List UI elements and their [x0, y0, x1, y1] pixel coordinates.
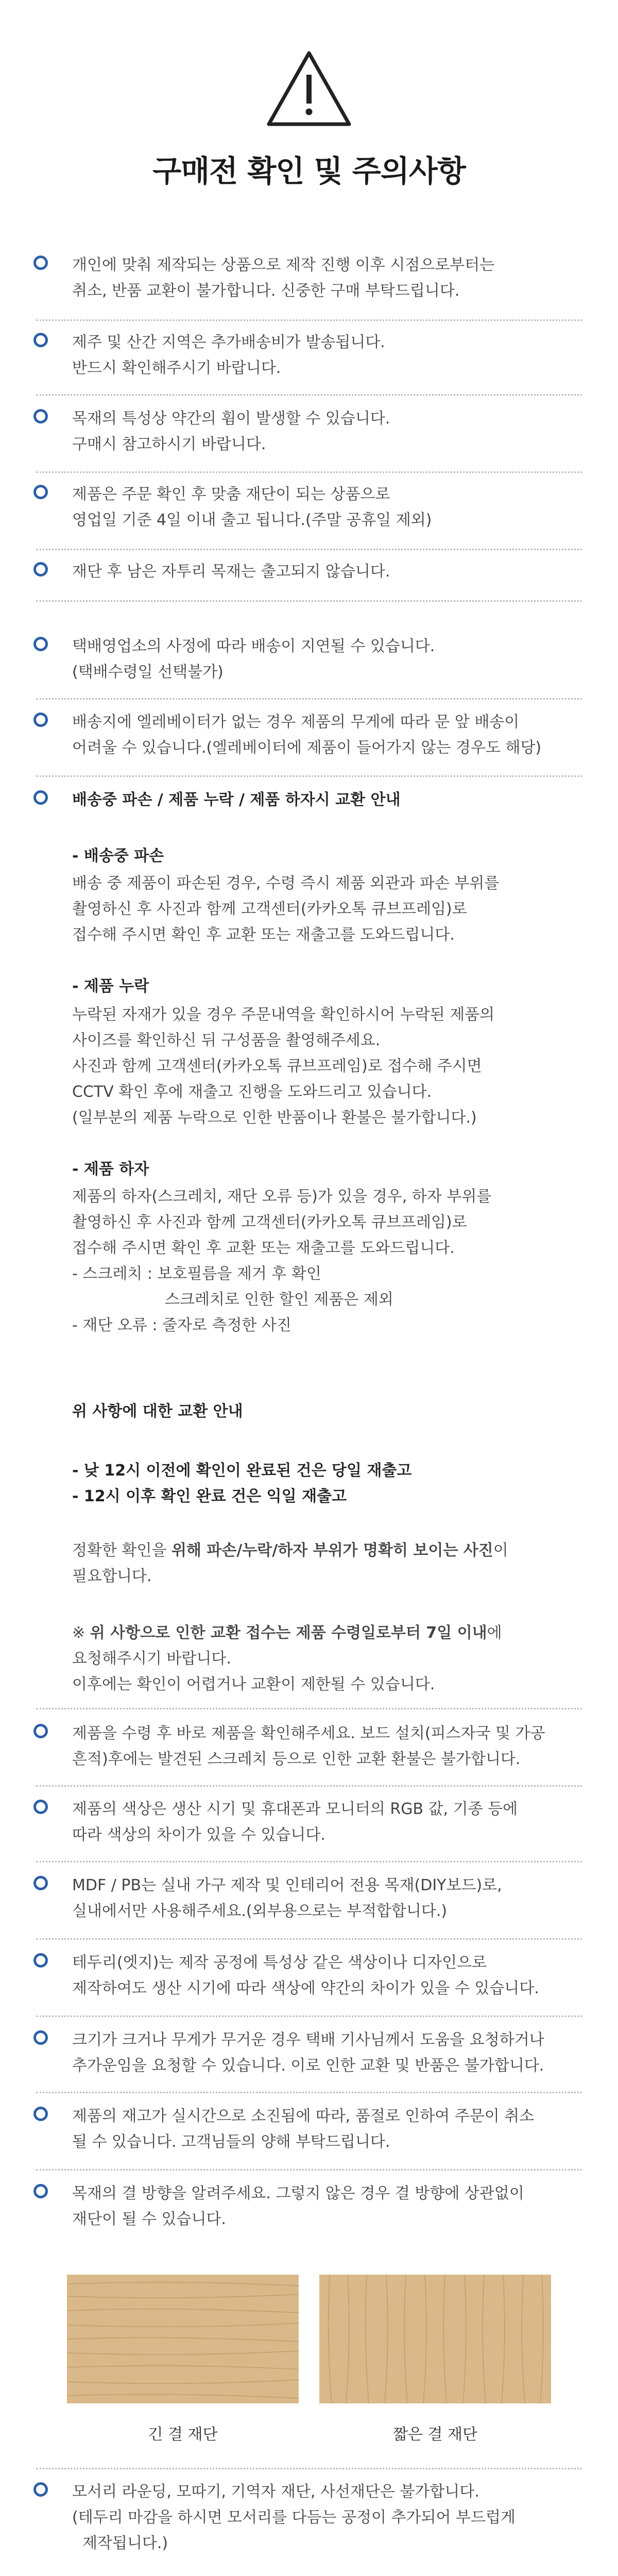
- divider: [36, 549, 582, 550]
- divider: [36, 394, 582, 396]
- divider: [36, 2092, 582, 2093]
- divider: [36, 698, 582, 700]
- subsection-text: 제품의 하자(스크레치, 재단 오류 등)가 있을 경우, 하자 부위를 촬영하신 후 사진과 함께 고객센터(카카오톡 큐브프레임)로 접수해 주시면 확인 후 교환 또는 재출고를 도와드립니다. - 스크레치 : 보호필름을 제거 후 확인 스크레치로 인한 할인 제품은 제외 - 재단 오류 : 줄자로 측정한 사진: [72, 1188, 492, 1334]
- notice-text: 반드시 확인해주시기 바랍니다.: [72, 359, 281, 377]
- notice-item-warp: [33, 406, 590, 457]
- notice-item-stock: 제품의 재고가 실시간으로 소진됨에 따라, 품절로 인하여 주문이 취소 될 수 있습니다. 고객님들의 양해 부탁드립니다.: [33, 2104, 590, 2155]
- notice-item-grain: 목재의 결 방향을 알려주세요. 그렇지 않은 경우 결 방향에 상관없이 재단이 될 수 있습니다.: [33, 2181, 590, 2232]
- bullet-circle-icon: [33, 409, 48, 423]
- bullet-circle-icon: [33, 333, 48, 347]
- bullet-circle-icon: [33, 2184, 48, 2198]
- bullet-circle-icon: [33, 2482, 48, 2497]
- notice-text: 구매시 참고하시기 바랍니다.: [72, 435, 266, 453]
- short-grain-swatch: [319, 2275, 551, 2403]
- divider: [36, 1708, 582, 1709]
- notice-text: 제품은 주문 확인 후 맞춤 재단이 되는 상품으로: [72, 485, 390, 503]
- divider: [36, 775, 582, 777]
- bullet-circle-icon: [33, 1724, 48, 1738]
- notice-item-no-special-cuts: 모서리 라운딩, 모따기, 기역자 재단, 사선재단은 불가합니다. (테두리 마감을 하시면 모서리를 다듬는 공정이 추가되어 부드럽게 제작됩니다.): [33, 2479, 590, 2556]
- bullet-circle-icon: [33, 1953, 48, 1968]
- divider: [36, 471, 582, 473]
- section-heading: 배송중 파손 / 제품 누락 / 제품 하자시 교환 안내: [72, 791, 401, 809]
- chamfer-prohibited-icon: [350, 2571, 525, 2576]
- notice-item-color: 제품의 색상은 생산 시기 및 휴대폰과 모니터의 RGB 값, 기종 등에 따라 색상의 차이가 있을 수 있습니다.: [33, 1797, 590, 1848]
- divider: [36, 1861, 582, 1862]
- bullet-circle-icon: [33, 713, 48, 727]
- notice-item-exchange: [33, 787, 590, 813]
- bullet-circle-icon: [33, 562, 48, 577]
- exchange-guide-photo: 정확한 확인을 위해 파손/누락/하자 부위가 명확히 보이는 사진이 필요합니다.: [72, 1541, 508, 1585]
- notice-item-heavy: 크기가 크거나 무게가 무거운 경우 택배 기사님께서 도움을 요청하거나 추가운임을 요청할 수 있습니다. 이로 인한 교환 및 반품은 불가합니다.: [33, 2027, 590, 2079]
- notice-item-mdf: MDF / PB는 실내 가구 제작 및 인테리어 전용 목재(DIY보드)로, 실내에서만 사용해주세요.(외부용으로는 부적합합니다.): [33, 1873, 590, 1924]
- notice-text: 영업일 기준 4일 이내 출고 됩니다.(주말 공휴일 제외): [72, 511, 432, 529]
- short-grain-caption: 짧은 결 재단: [393, 2426, 477, 2444]
- notice-item-edge: 테두리(엣지)는 제작 공정에 특성상 같은 색상이나 디자인으로 제작하여도 생산 시기에 따라 색상에 약간의 차이가 있을 수 있습니다.: [33, 1950, 590, 2002]
- divider: [36, 319, 582, 321]
- long-grain-caption: 긴 결 재단: [148, 2426, 218, 2444]
- divider: [36, 2169, 582, 2171]
- header: [0, 0, 618, 227]
- bullet-circle-icon: [33, 637, 48, 651]
- bullet-circle-icon: [33, 1876, 48, 1890]
- bullet-circle-icon: [33, 485, 48, 499]
- divider: [36, 600, 582, 602]
- warning-triangle-icon: [265, 49, 353, 129]
- subsection-title: - 배송중 파손: [72, 847, 164, 865]
- subsection-text: 누락된 자재가 있을 경우 주문내역을 확인하시어 누락된 제품의 사이즈를 확인하신 뒤 구성품을 촬영해주세요. 사진과 함께 고객센터(카카오톡 큐브프레임)로 접수해 주시면 CCTV 확인 후에 재출고 진행을 도와드리고 있습니다. (일부분의 제품 누락으로 인한 반품이나 환불은 불가합니다.): [72, 1006, 495, 1127]
- bullet-circle-icon: [33, 2107, 48, 2121]
- bullet-circle-icon: [33, 2030, 48, 2045]
- divider: [36, 1938, 582, 1940]
- subsection-text: 배송 중 제품이 파손된 경우, 수령 즉시 제품 외관과 파손 부위를 촬영하신 후 사진과 함께 고객센터(카카오톡 큐브프레임)로 접수해 주시면 확인 후 교환 또는 재출고를 도와드립니다.: [72, 874, 500, 944]
- notice-text: 제주 및 산간 지역은 추가배송비가 발송됩니다.: [72, 333, 385, 351]
- notice-text: 취소, 반품 교환이 불가합니다. 신중한 구매 부탁드립니다.: [72, 282, 460, 300]
- subsection-title: - 제품 하자: [72, 1160, 149, 1178]
- notice-text: (택배수령일 선택불가): [72, 663, 224, 681]
- notice-text: 목재의 특성상 약간의 휨이 발생할 수 있습니다.: [72, 410, 390, 428]
- bullet-circle-icon: [33, 1800, 48, 1814]
- notice-item-custom: [33, 252, 590, 304]
- divider: [36, 2015, 582, 2017]
- divider: [36, 2468, 582, 2469]
- bullet-circle-icon: [33, 790, 48, 805]
- page-title: 구매전 확인 및 주의사항: [152, 154, 466, 189]
- exchange-guide-deadline: ※ 위 사항으로 인한 교환 접수는 제품 수령일로부터 7일 이내에 요청해주시기 바랍니다. 이후에는 확인이 어렵거나 교환이 제한될 수 있습니다.: [72, 1624, 502, 1693]
- round-corner-prohibited-icon: [93, 2571, 268, 2576]
- notice-item-offcuts: [33, 559, 590, 585]
- bullet-circle-icon: [33, 256, 48, 270]
- subsection-title: - 제품 누락: [72, 977, 149, 995]
- notice-text: 개인에 맞춰 제작되는 상품으로 제작 진행 이후 시점으로부터는: [72, 256, 495, 274]
- divider: [36, 1785, 582, 1787]
- exchange-guide-title: 위 사항에 대한 교환 안내: [72, 1402, 243, 1420]
- notice-item-lead-time: [33, 482, 590, 533]
- notice-text: 어려울 수 있습니다.(엘레베이터에 제품이 들어가지 않는 경우도 해당): [72, 739, 542, 757]
- notice-item-shipping-fee: [33, 330, 590, 381]
- notice-text: 택배영업소의 사정에 따라 배송이 지연될 수 있습니다.: [72, 637, 435, 655]
- notice-item-delay: [33, 634, 590, 685]
- notice-text: 배송지에 엘레베이터가 없는 경우 제품의 무게에 따라 문 앞 배송이: [72, 713, 520, 731]
- notice-text: 재단 후 남은 자투리 목재는 출고되지 않습니다.: [72, 563, 390, 581]
- exchange-guide-times: - 낮 12시 이전에 확인이 완료된 건은 당일 재출고 - 12시 이후 확인 완료 건은 익일 재출고: [72, 1462, 412, 1505]
- notice-item-inspect: 제품을 수령 후 바로 제품을 확인해주세요. 보드 설치(피스자국 및 가공 흔적)후에는 발견된 스크레치 등으로 인한 교환 환불은 불가합니다.: [33, 1721, 590, 1772]
- notice-item-elevator: [33, 709, 590, 761]
- long-grain-swatch: [67, 2275, 299, 2403]
